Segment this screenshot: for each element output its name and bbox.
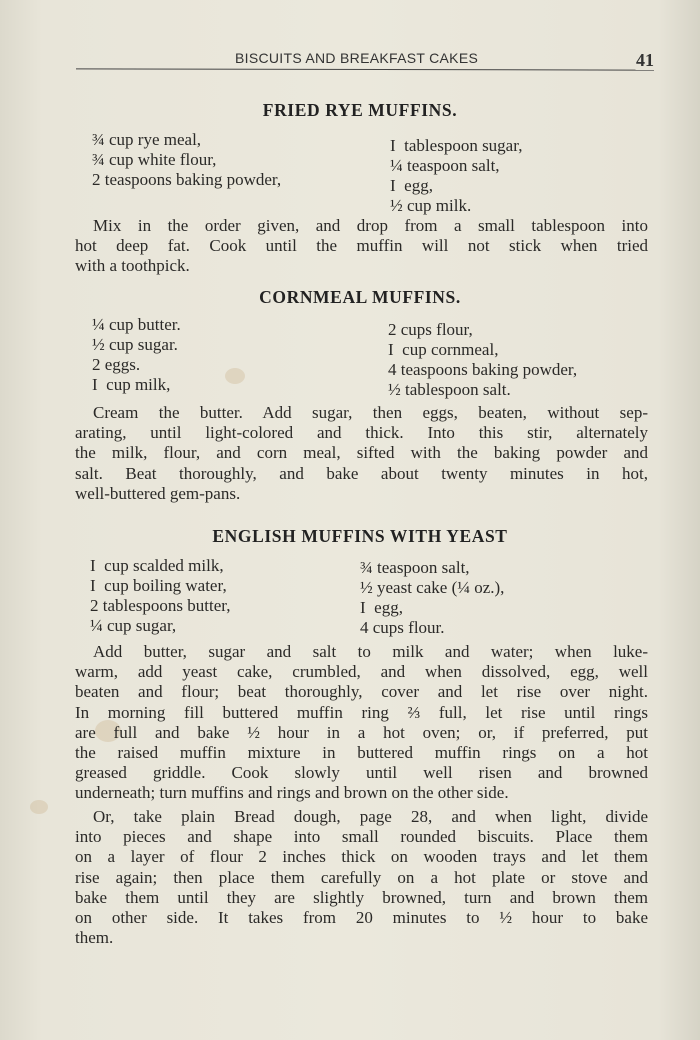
text-line: them. xyxy=(75,928,114,948)
text-line: Mix in the order given, and drop from a small tablespoon into xyxy=(93,216,648,235)
text-line: are full and bake ½ hour in a hot oven; or, if preferred, put xyxy=(75,722,648,742)
ingredient-item: ¼ cup sugar, xyxy=(90,616,177,635)
header-rule xyxy=(76,68,654,70)
ingredients-right xyxy=(360,558,504,638)
text-line: into pieces and shape into small rounded biscuits. Place them xyxy=(75,827,648,847)
ingredient-item: ¼ cup butter. xyxy=(92,315,181,334)
text-line: on a layer of flour 2 inches thick on wooden trays and let them xyxy=(75,847,648,867)
ingredient-item: I cup milk, xyxy=(92,375,171,394)
ingredients-left xyxy=(92,130,281,190)
ingredient-item: 2 cups flour, xyxy=(388,320,473,339)
ingredient-item: 4 cups flour. xyxy=(360,618,445,637)
instructions-paragraph xyxy=(75,403,648,504)
recipe-title: FRIED RYE MUFFINS. xyxy=(262,100,458,120)
text-line: arating, until light-colored and thick. Into this stir, alternately xyxy=(75,423,648,443)
text-line: hot deep fat. Cook until the muffin will not stick when tried xyxy=(75,236,648,256)
recipe-title: ENGLISH MUFFINS WITH YEAST xyxy=(212,526,508,546)
text-line: salt. Beat thoroughly, and bake about twenty minutes in hot, xyxy=(75,463,648,483)
text-line: underneath; turn muffins and rings and brown on the other side. xyxy=(75,783,509,803)
ingredient-item: 2 tablespoons butter, xyxy=(90,596,231,615)
ingredient-item: 4 teaspoons baking powder, xyxy=(388,360,578,379)
text-line: greased griddle. Cook slowly until well risen and browned xyxy=(75,763,648,783)
ingredient-item: ¾ cup white flour, xyxy=(92,150,217,169)
ingredient-item: I egg, xyxy=(360,598,403,617)
ingredient-item: 2 teaspoons baking powder, xyxy=(92,170,282,189)
instructions-paragraph xyxy=(75,807,648,948)
ingredients-left xyxy=(92,315,181,395)
text-line: rise again; then place them carefully on a hot plate or stove and xyxy=(75,867,648,887)
ingredient-item: I tablespoon sugar, xyxy=(390,136,523,155)
ingredient-item: 2 eggs. xyxy=(92,355,141,374)
ingredient-item: ½ tablespoon salt. xyxy=(388,380,511,399)
text-line: the raised muffin mixture in buttered muffin rings on a hot xyxy=(75,742,648,762)
ingredient-item: ¼ teaspoon salt, xyxy=(390,156,500,175)
text-line: on other side. It takes from 20 minutes to ½ hour to bake xyxy=(75,907,648,927)
ingredient-item: ¾ cup rye meal, xyxy=(92,130,202,149)
ingredients-right xyxy=(390,136,522,216)
running-header: BISCUITS AND BREAKFAST CAKES xyxy=(235,50,479,66)
paper-stain xyxy=(225,368,245,384)
text-line: Or, take plain Bread dough, page 28, and when light, divide xyxy=(93,807,648,826)
text-line: with a toothpick. xyxy=(75,256,190,276)
ingredient-item: ½ cup sugar. xyxy=(92,335,178,354)
ingredients-right xyxy=(388,320,577,400)
instructions-paragraph xyxy=(75,216,648,277)
text-line: bake them until they are slightly browned, turn and brown them xyxy=(75,887,648,907)
text-line: well-buttered gem-pans. xyxy=(75,483,241,503)
text-line: the milk, flour, and corn meal, sifted with the baking powder and xyxy=(75,443,648,463)
text-line: beaten and flour; beat thoroughly, cover and let rise over night. xyxy=(75,682,648,702)
text-line: In morning fill buttered muffin ring ⅔ full, let rise until rings xyxy=(75,702,648,722)
ingredient-item: I cup scalded milk, xyxy=(90,556,224,575)
ingredient-item: ½ cup milk. xyxy=(390,196,472,215)
text-line: Add butter, sugar and salt to milk and water; when luke- xyxy=(93,642,648,661)
ingredient-item: I cup boiling water, xyxy=(90,576,227,595)
ingredient-item: I cup cornmeal, xyxy=(388,340,499,359)
ingredients-left xyxy=(90,556,231,636)
page-number: 41 xyxy=(636,50,654,70)
ingredient-item: ½ yeast cake (¼ oz.), xyxy=(360,578,505,597)
ingredient-item: I egg, xyxy=(390,176,433,195)
text-line: Cream the butter. Add sugar, then eggs, beaten, without sep- xyxy=(93,403,648,422)
recipe-title: CORNMEAL MUFFINS. xyxy=(259,287,461,307)
ingredient-item: ¾ teaspoon salt, xyxy=(360,558,470,577)
paper-stain xyxy=(30,800,48,814)
text-line: warm, add yeast cake, crumbled, and when dissolved, egg, well xyxy=(75,662,648,682)
instructions-paragraph xyxy=(75,642,648,804)
